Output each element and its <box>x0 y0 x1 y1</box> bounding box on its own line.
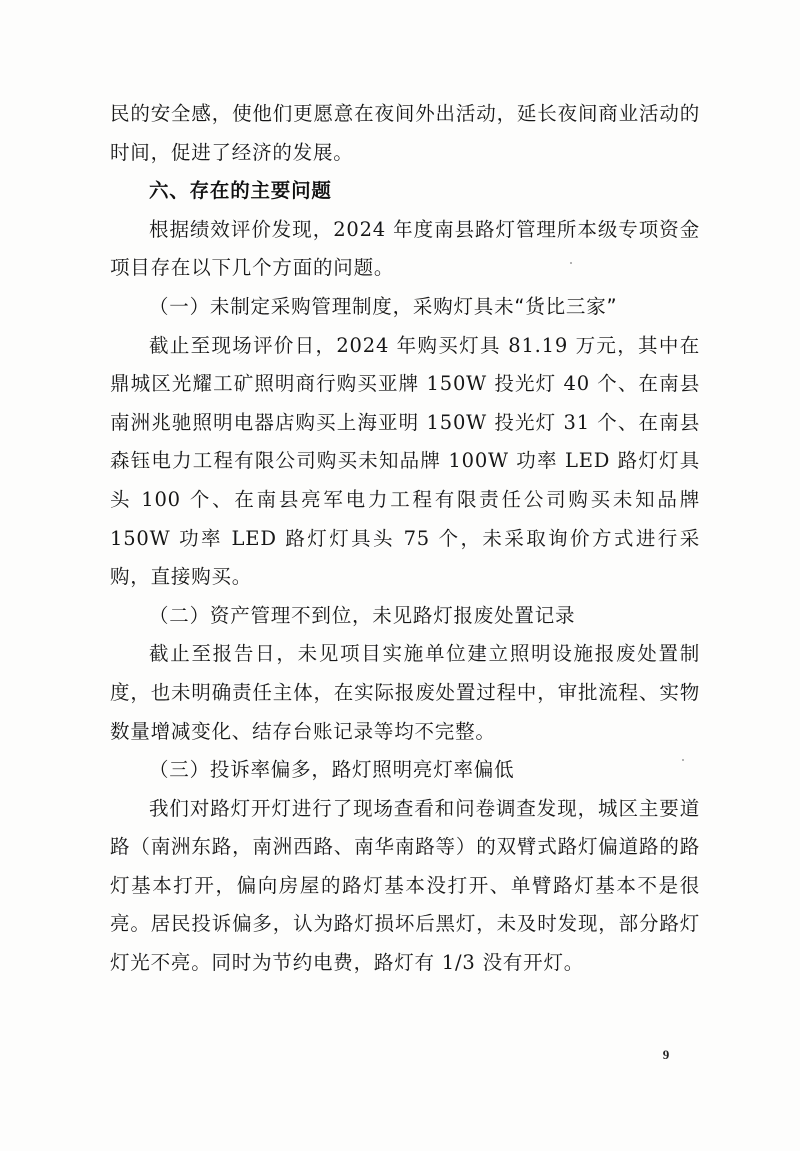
paragraph-complaints: 我们对路灯开灯进行了现场查看和问卷调查发现，城区主要道路（南洲东路，南洲西路、南华南路等）的双臂式路灯偏道路的路灯基本打开，偏向房屋的路灯基本没打开、单臂路灯基本不是很亮。居民投诉偏多，认为路灯损坏后黑灯，未及时发现，部分路灯灯光不亮。同时为节约电费，路灯有 1/3 没有开灯。 <box>110 796 700 975</box>
scan-speck <box>682 759 684 761</box>
paragraph-asset-management: 截止至报告日，未见项目实施单位建立照明设施报废处置制度，也未明确责任主体，在实际报废处置过程中，审批流程、实物数量增减变化、结存台账记录等均不完整。 <box>110 642 700 743</box>
body-text <box>110 95 700 983</box>
page-number: 9 <box>662 1047 670 1062</box>
paragraph-intro: 根据绩效评价发现，2024 年度南县路灯管理所本级专项资金项目存在以下几个方面的问题。 <box>110 217 700 280</box>
subheading-procurement: （一）未制定采购管理制度，采购灯具未“货比三家” <box>149 294 618 318</box>
paragraph-continuation: 民的安全感，使他们更愿意在夜间外出活动，延长夜间商业活动的时间，促进了经济的发展。 <box>110 102 700 164</box>
paragraph-procurement: 截止至现场评价日，2024 年购买灯具 81.19 万元，其中在鼎城区光耀工矿照明商行购买亚牌 150W 投光灯 40 个、在南县南洲兆驰照明电器店购买上海亚明 150W 投光灯 31 个、在南县森钰电力工程有限公司购买未知品牌 100W 功率 LED 路灯灯具头 100 个、在南县亮军电力工程有限责任公司购买未知品牌 150W 功率 LED 路灯灯具头 75 个，未采取询价方式进行采购，直接购买。 <box>110 333 700 589</box>
scan-speck <box>570 262 572 264</box>
subheading-asset-management: （二）资产管理不到位，未见路灯报废处置记录 <box>149 603 576 627</box>
subheading-complaints: （三）投诉率偏多，路灯照明亮灯率偏低 <box>149 758 515 782</box>
section-heading-problems: 六、存在的主要问题 <box>149 179 332 203</box>
